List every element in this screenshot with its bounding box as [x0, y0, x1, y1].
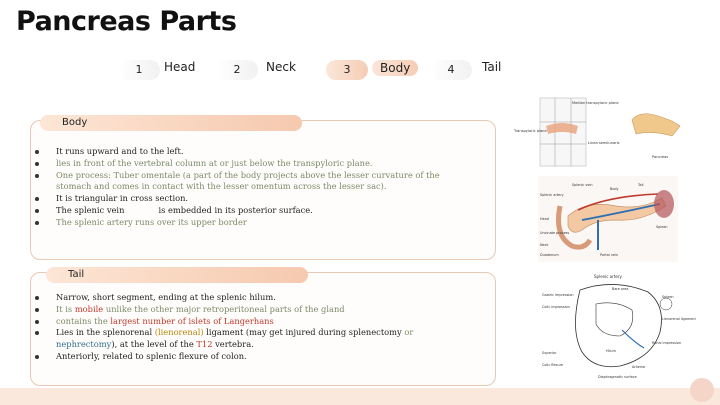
slide-title: Pancreas Parts	[16, 6, 237, 37]
figure-label: Neck	[540, 243, 549, 247]
list-item: Lies in the splenorenal (lienorenal) ligament (may get injured during splenectomy or nephrectomy), at the level of the T12 vertebra.	[32, 327, 472, 351]
tab-number: 3	[326, 60, 368, 80]
figure-label: Gastric impression	[542, 293, 574, 297]
figure-label: Colic impression	[542, 305, 570, 309]
body-bullet-list	[32, 146, 472, 229]
figure-label: Colic flexure	[542, 363, 563, 367]
spleen-figure	[540, 270, 696, 382]
figure-label: Head	[540, 217, 549, 221]
plane-label: Linea semilunaris	[588, 141, 620, 145]
abdominal-planes-figure	[512, 96, 708, 170]
figure-label: Splenic artery	[594, 274, 622, 279]
list-item: Anteriorly, related to splenic flexure of colon.	[32, 351, 472, 363]
tail-heading: Tail	[46, 267, 308, 283]
figure-label: Hilum	[606, 349, 616, 353]
figure-label: Diaphragmatic surface	[598, 375, 637, 379]
figure-label: Uncinate process	[540, 231, 570, 235]
section-tabs	[118, 58, 518, 84]
figure-label: Splenic vein	[572, 183, 593, 187]
figure-label: Portal vein	[600, 253, 619, 257]
tab-number: 2	[216, 60, 258, 80]
figure-label: Body	[610, 187, 619, 191]
list-item: The splenic vein is embedded in its posterior surface.	[32, 205, 472, 217]
tab-label: Neck	[266, 60, 296, 74]
figure-label: Duodenum	[540, 253, 559, 257]
tab-label: Head	[164, 60, 196, 74]
figure-label: Renal impression	[652, 341, 682, 345]
list-item: The splenic artery runs over its upper border	[32, 217, 472, 229]
tab-label: Body	[372, 60, 418, 76]
list-item: It is mobile unlike the other major retroperitoneal parts of the gland	[32, 304, 472, 316]
figure-label: Anterior	[632, 365, 646, 369]
bottom-band	[0, 388, 720, 405]
figure-label: Tail	[638, 183, 644, 187]
pancreas-vessels-figure	[538, 176, 678, 262]
figure-label: Superior	[542, 351, 557, 355]
figure-label: Spleen	[662, 295, 674, 299]
list-item: It runs upward and to the left.	[32, 146, 472, 158]
list-item: It is triangular in cross section.	[32, 193, 472, 205]
figure-label: Bare area	[612, 287, 629, 291]
list-item: contains the largest number of islets of Langerhans	[32, 316, 472, 328]
figure-label: Splenic artery	[540, 193, 564, 197]
list-item: One process: Tuber omentale (a part of the body projects above the lesser curvature of the stomach and comes in contact with the lesser omentum across the lesser sac).	[32, 170, 472, 194]
figure-label: Spleen	[656, 225, 668, 229]
list-item: Narrow, short segment, ending at the splenic hilum.	[32, 292, 472, 304]
plane-label: Transpyloric plane	[514, 129, 547, 133]
body-heading: Body	[40, 115, 302, 131]
tab-label: Tail	[482, 60, 502, 74]
figure-label: Lienorenal ligament	[662, 317, 696, 321]
tail-bullet-list	[32, 292, 472, 363]
tab-number: 1	[118, 60, 160, 80]
plane-label: Median transpyloric plane	[572, 101, 619, 105]
list-item: lies in front of the vertebral column at or just below the transpyloric plane.	[32, 158, 472, 170]
tab-number: 4	[430, 60, 472, 80]
organ-label: Pancreas	[652, 155, 669, 159]
avatar	[690, 378, 714, 402]
